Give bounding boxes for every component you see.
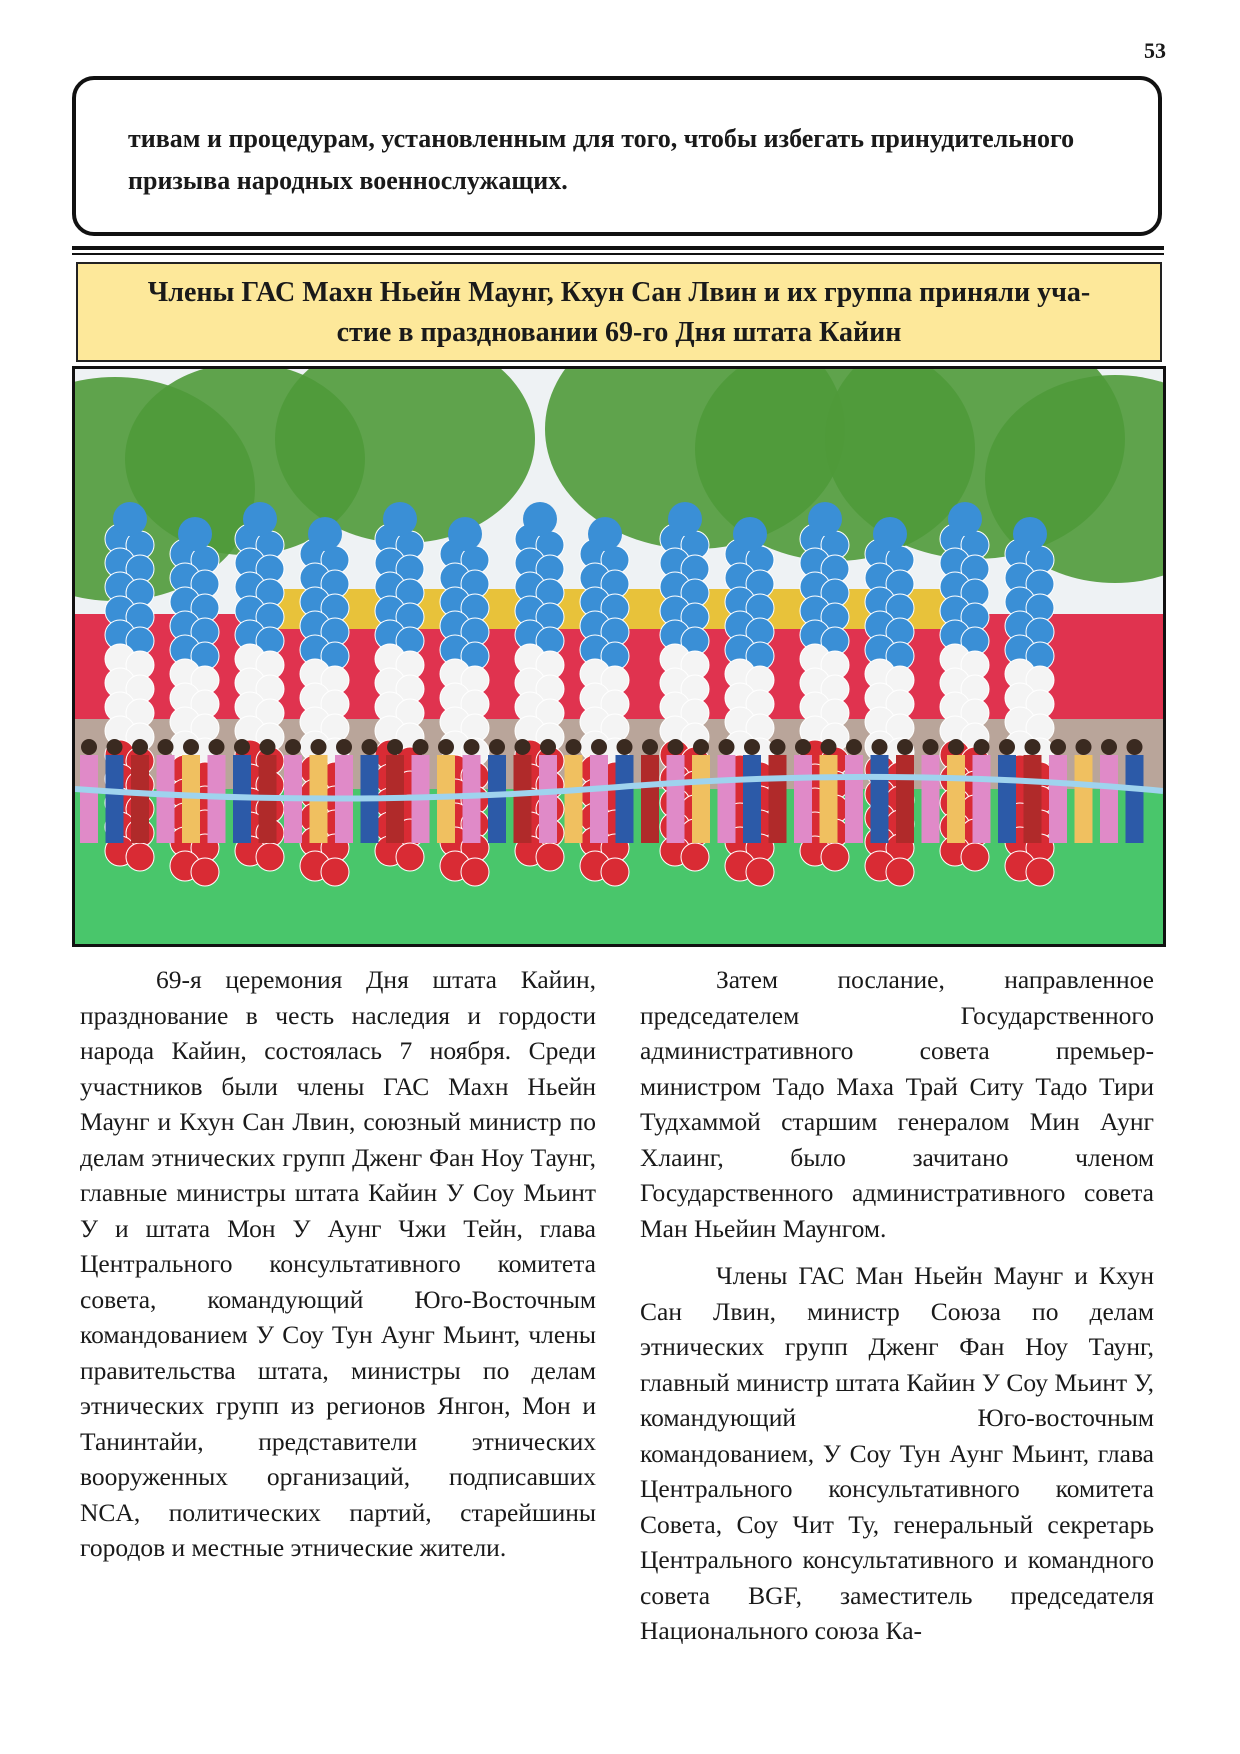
person-head [413,739,429,755]
person-head [81,739,97,755]
person-head [183,739,199,755]
person-body [922,755,940,843]
person-head [311,739,327,755]
balloon [126,843,154,871]
balloon [961,843,989,871]
balloon [601,858,629,886]
person-body [488,755,506,843]
balloon-top [383,502,417,536]
person-head [999,739,1015,755]
person-head [234,739,250,755]
person-body [667,755,685,843]
photo-image [75,369,1163,944]
person-head [285,739,301,755]
continued-text: тивам и процедурам, установленным для того, чтобы избегать принудительного призыва народных военнослужащих. [128,124,1075,195]
person-body [1024,755,1042,843]
person-head [642,739,658,755]
person-head [540,739,556,755]
person-body [820,755,838,843]
continued-text-box [72,76,1162,236]
person-body [1100,755,1118,843]
balloon-top [733,517,767,551]
person-head [693,739,709,755]
person-body [182,755,200,843]
article-headline [76,262,1162,362]
person-head [719,739,735,755]
person-head [897,739,913,755]
person-head [132,739,148,755]
balloon [1026,858,1054,886]
person-body [641,755,659,843]
person-body [743,755,761,843]
person-body [1126,755,1144,843]
person-head [362,739,378,755]
person-body [998,755,1016,843]
balloon-top [1013,517,1047,551]
person-head [744,739,760,755]
person-head [515,739,531,755]
headline-line-1: Члены ГАС Махн Ньейн Маунг, Кхун Сан Лвин и их группа приняли уча- [147,277,1091,308]
person-body [794,755,812,843]
person-head [770,739,786,755]
person-head [795,739,811,755]
person-head [387,739,403,755]
person-body [131,755,149,843]
balloon-top [948,502,982,536]
balloon [821,843,849,871]
right-column [640,962,1154,1661]
person-head [438,739,454,755]
person-head [1025,739,1041,755]
balloon [746,858,774,886]
person-head [974,739,990,755]
balloon [191,858,219,886]
left-paragraph-1: 69-я церемония Дня штата Кайин, празднование в честь наследия и гордости народа Кайин, состоялась 7 ноября. Среди участников были члены ГАС Махн Ньейн Маунг и Кхун Сан Лвин, союзный министр по делам этнических групп Дженг Фан Ноу Таунг, главные министры штата Кайин У Соу Мьинт У и штата Мон У Аунг Чжи Тейн, глава Центрального консультативного комитета совета, командующий Юго-Восточным командованием У Соу Тун Аунг Мьинт, члены правительства штата, министры по делам этнических групп из регионов Янгон, Мон и Танинтайи, представители этнических вооруженных организаций, подписавших NCA, политических партий, старейшины городов и местные этнические жители. [80,965,596,1562]
balloon [886,858,914,886]
person-head [872,739,888,755]
balloon [461,858,489,886]
person-head [1050,739,1066,755]
balloon [321,858,349,886]
person-body [565,755,583,843]
person-body [514,755,532,843]
person-body [1049,755,1067,843]
person-head [489,739,505,755]
balloon-top [448,517,482,551]
person-head [1127,739,1143,755]
person-head [566,739,582,755]
person-body [157,755,175,843]
person-body [1075,755,1093,843]
balloon [256,843,284,871]
person-head [668,739,684,755]
person-body [590,755,608,843]
balloon-top [668,502,702,536]
person-head [923,739,939,755]
page-number: 53 [1144,38,1166,63]
balloon-top [308,517,342,551]
balloon [681,843,709,871]
balloon-top [808,502,842,536]
person-head [209,739,225,755]
balloon [396,843,424,871]
balloon [536,843,564,871]
balloon-top [873,517,907,551]
person-head [464,739,480,755]
person-body [769,755,787,843]
person-head [107,739,123,755]
person-head [591,739,607,755]
balloon-top [243,502,277,536]
person-body [718,755,736,843]
person-head [1076,739,1092,755]
right-paragraph-2: Члены ГАС Ман Ньейн Маунг и Кхун Сан Лвин, министр Союза по делам этнических групп Дженг Фан Ноу Таунг, главный министр штата Кайин У Соу Мьинт У, командующий Юго-восточным командованием, У Соу Тун Аунг Мьинт, глава Центрального консультативного комитета Совета, Соу Чит Ту, генеральный секретарь Центрального консультативного и командного совета BGF, заместитель председателя Национального союза Ка- [640,1261,1154,1645]
headline-line-2: стие в праздновании 69-го Дня штата Кайин [336,317,902,348]
right-paragraph-1: Затем послание, направленное председателем Государственного административного совета премьер-министром Тадо Маха Трай Ситу Тадо Тири Тудхаммой старшим генералом Мин Аунг Хлаинг, было зачитано членом Государственного административного совета Ман Ньейин Маунгом. [640,965,1154,1243]
divider-thin [72,253,1164,255]
person-body [616,755,634,843]
person-head [846,739,862,755]
person-head [821,739,837,755]
person-head [1101,739,1117,755]
person-head [158,739,174,755]
person-head [260,739,276,755]
ceremony-photo [72,366,1166,947]
person-body [973,755,991,843]
person-body [845,755,863,843]
balloon-top [178,517,212,551]
person-body [692,755,710,843]
person-body [539,755,557,843]
person-body [106,755,124,843]
balloon-top [523,502,557,536]
divider-thick [72,246,1164,250]
person-body [896,755,914,843]
left-column [80,962,596,1578]
person-head [617,739,633,755]
person-body [871,755,889,843]
person-body [947,755,965,843]
person-head [336,739,352,755]
balloon-top [113,502,147,536]
balloon-top [588,517,622,551]
person-body [80,755,98,843]
person-head [948,739,964,755]
